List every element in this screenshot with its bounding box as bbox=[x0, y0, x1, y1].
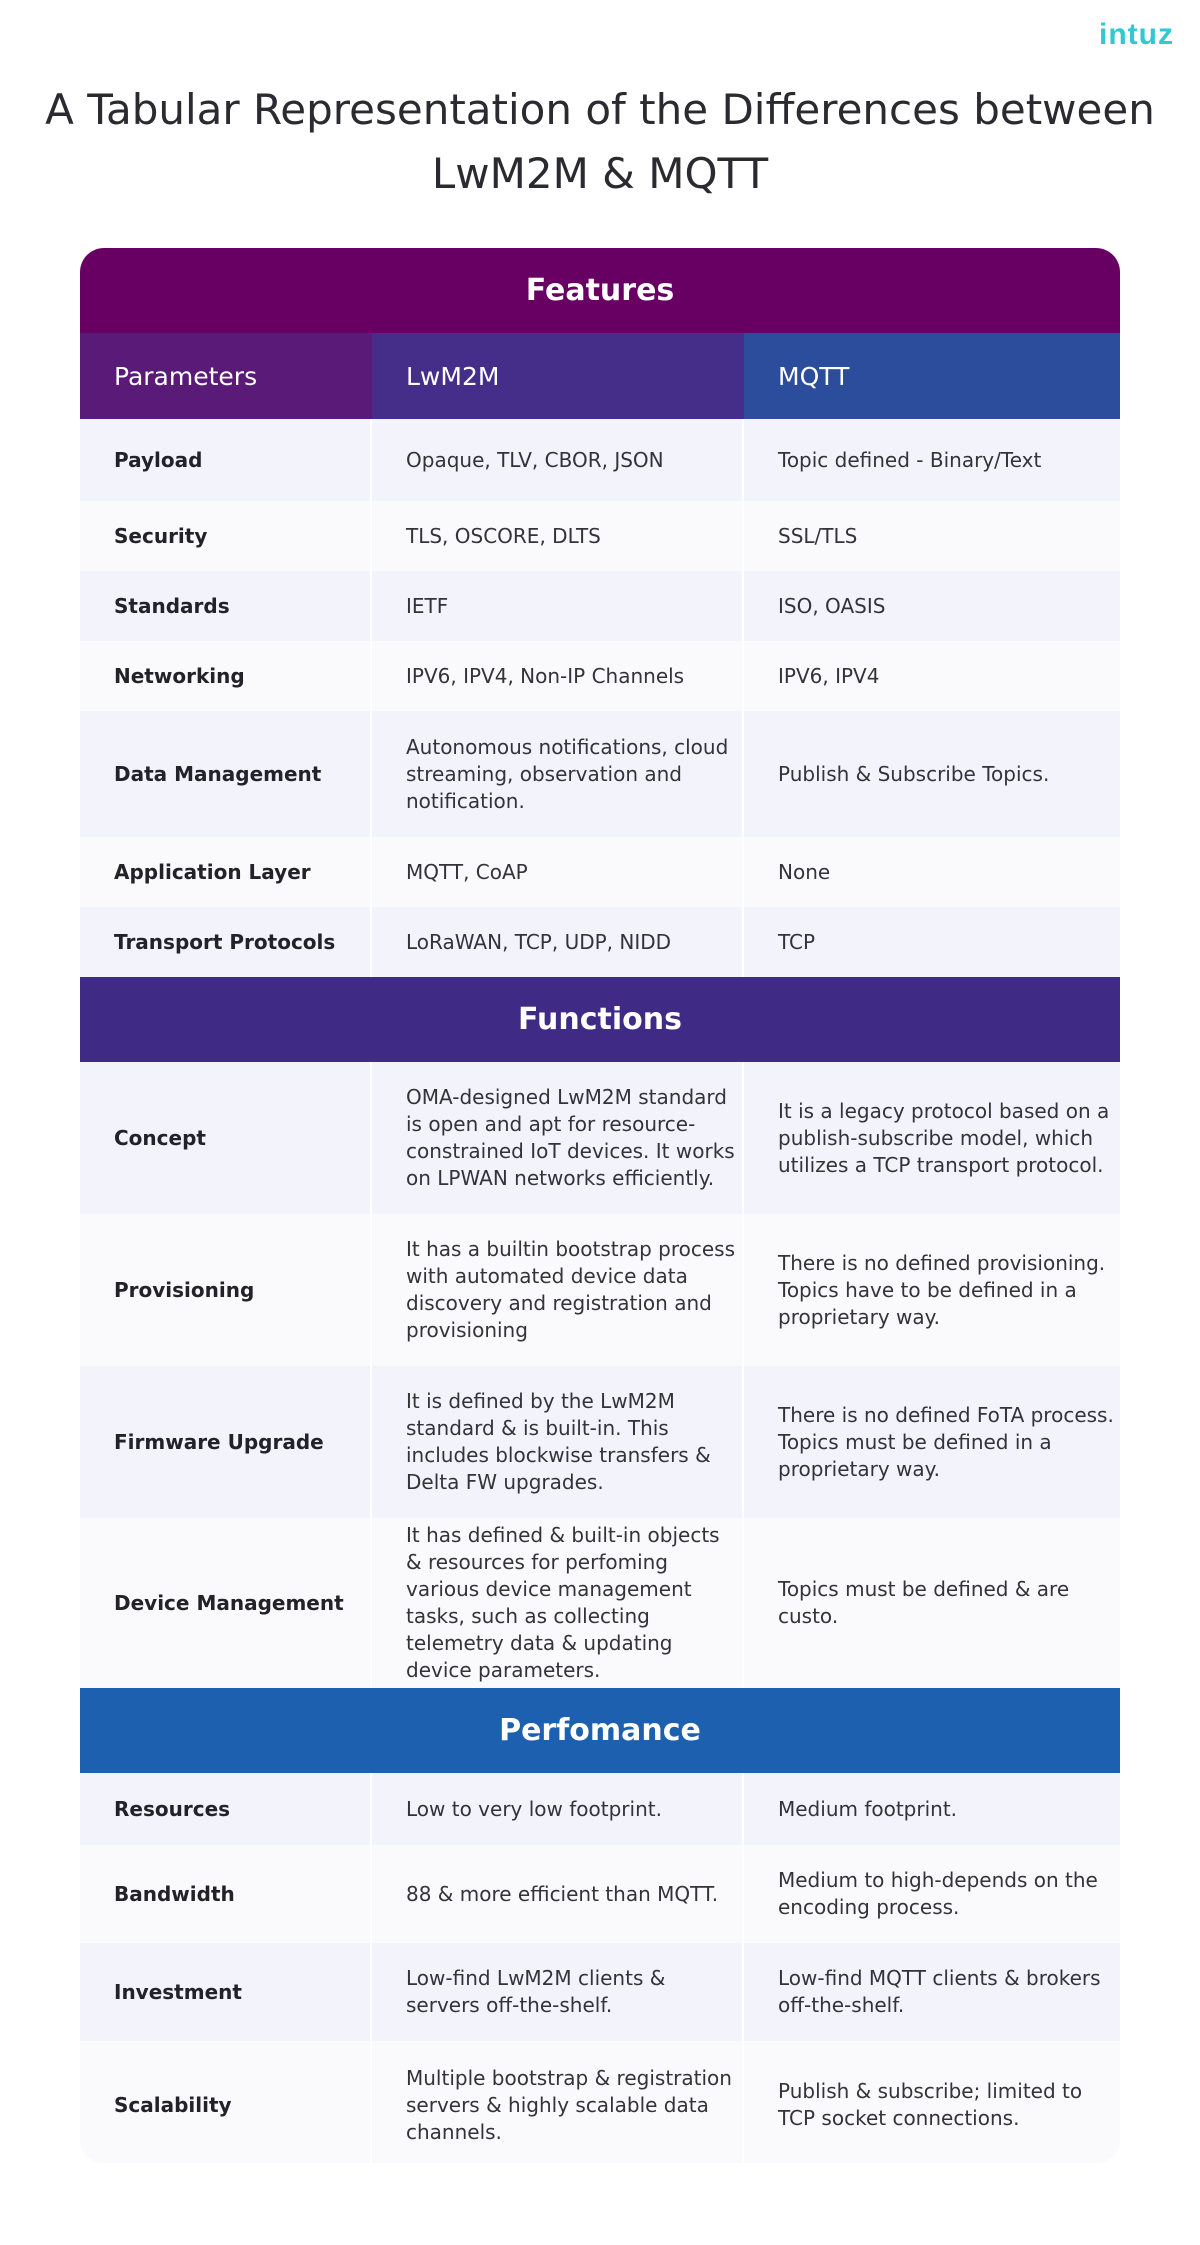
performance-rows bbox=[80, 1773, 1120, 2163]
intuz-logo: intuz bbox=[1099, 18, 1174, 51]
parameter-cell: Provisioning bbox=[80, 1214, 372, 1366]
table-row bbox=[80, 1366, 1120, 1518]
lwm2m-cell: IPV6, IPV4, Non-IP Channels bbox=[372, 641, 744, 711]
table-row bbox=[80, 2041, 1120, 2163]
mqtt-cell: Low-find MQTT clients & brokers off-the-shelf. bbox=[778, 1966, 1101, 2017]
parameter-cell: Resources bbox=[80, 1773, 372, 1845]
mqtt-cell: ISO, OASIS bbox=[778, 593, 886, 618]
lwm2m-cell: Multiple bootstrap & registration servers & highly scalable data channels. bbox=[372, 2041, 744, 2163]
mqtt-cell: It is a legacy protocol based on a publish-subscribe model, which utilizes a TCP transport protocol. bbox=[778, 1098, 1110, 1177]
title-line-2: LwM2M & MQTT bbox=[431, 149, 769, 198]
parameter-cell: Security bbox=[80, 501, 372, 571]
mqtt-cell: Topics must be defined & are custo. bbox=[778, 1577, 1070, 1628]
lwm2m-cell: 88 & more efficient than MQTT. bbox=[372, 1845, 744, 1943]
section-header-performance: Perfomance bbox=[80, 1688, 1120, 1773]
section-header-functions: Functions bbox=[80, 977, 1120, 1062]
page-title bbox=[40, 78, 1160, 206]
table-row bbox=[80, 501, 1120, 571]
lwm2m-cell: LoRaWAN, TCP, UDP, NIDD bbox=[372, 907, 744, 977]
section-header-features: Features bbox=[80, 248, 1120, 333]
mqtt-cell: IPV6, IPV4 bbox=[778, 663, 880, 688]
parameter-cell: Networking bbox=[80, 641, 372, 711]
column-header-mqtt: MQTT bbox=[744, 333, 1120, 419]
comparison-table bbox=[80, 248, 1120, 2163]
parameter-cell: Firmware Upgrade bbox=[80, 1366, 372, 1518]
table-row bbox=[80, 1518, 1120, 1688]
table-row bbox=[80, 1062, 1120, 1214]
lwm2m-cell: Low-find LwM2M clients & servers off-the-shelf. bbox=[372, 1943, 744, 2041]
parameter-cell: Transport Protocols bbox=[80, 907, 372, 977]
parameter-cell: Concept bbox=[80, 1062, 372, 1214]
mqtt-cell: Medium footprint. bbox=[778, 1796, 958, 1821]
table-row bbox=[80, 419, 1120, 501]
lwm2m-cell: OMA-designed LwM2M standard is open and apt for resource-constrained IoT devices. It works on LPWAN networks efficiently. bbox=[372, 1062, 744, 1214]
mqtt-cell: Medium to high-depends on the encoding process. bbox=[778, 1868, 1098, 1919]
table-row bbox=[80, 1943, 1120, 2041]
features-rows bbox=[80, 419, 1120, 977]
table-row bbox=[80, 711, 1120, 837]
mqtt-cell: Publish & subscribe; limited to TCP socket connections. bbox=[778, 2079, 1083, 2130]
parameter-cell: Device Management bbox=[80, 1518, 372, 1688]
table-row bbox=[80, 1214, 1120, 1366]
parameter-cell: Bandwidth bbox=[80, 1845, 372, 1943]
lwm2m-cell: Autonomous notifications, cloud streaming, observation and notification. bbox=[372, 711, 744, 837]
mqtt-cell: Publish & Subscribe Topics. bbox=[778, 761, 1050, 786]
lwm2m-cell: It has a builtin bootstrap process with automated device data discovery and registration and provisioning bbox=[372, 1214, 744, 1366]
parameter-cell: Scalability bbox=[80, 2041, 372, 2163]
table-row bbox=[80, 1773, 1120, 1845]
table-row bbox=[80, 571, 1120, 641]
parameter-cell: Standards bbox=[80, 571, 372, 641]
mqtt-cell: There is no defined provisioning. Topics have to be defined in a proprietary way. bbox=[778, 1250, 1106, 1329]
mqtt-cell: Topic defined - Binary/Text bbox=[778, 447, 1042, 472]
table-row bbox=[80, 907, 1120, 977]
parameter-cell: Application Layer bbox=[80, 837, 372, 907]
column-header-row bbox=[80, 333, 1120, 419]
table-row bbox=[80, 1845, 1120, 1943]
parameter-cell: Investment bbox=[80, 1943, 372, 2041]
functions-rows bbox=[80, 1062, 1120, 1688]
title-line-1: A Tabular Representation of the Differences between bbox=[45, 85, 1155, 134]
column-header-parameters: Parameters bbox=[80, 333, 372, 419]
mqtt-cell: There is no defined FoTA process. Topics must be defined in a proprietary way. bbox=[778, 1402, 1114, 1481]
parameter-cell: Data Management bbox=[80, 711, 372, 837]
table-row bbox=[80, 837, 1120, 907]
lwm2m-cell: It is defined by the LwM2M standard & is built-in. This includes blockwise transfers & Delta FW upgrades. bbox=[372, 1366, 744, 1518]
mqtt-cell: None bbox=[778, 859, 831, 884]
lwm2m-cell: IETF bbox=[372, 571, 744, 641]
parameter-cell: Payload bbox=[80, 419, 372, 501]
mqtt-cell: TCP bbox=[778, 929, 816, 954]
table-row bbox=[80, 641, 1120, 711]
lwm2m-cell: Low to very low footprint. bbox=[372, 1773, 744, 1845]
column-header-lwm2m: LwM2M bbox=[372, 333, 744, 419]
mqtt-cell: SSL/TLS bbox=[778, 523, 858, 548]
lwm2m-cell: Opaque, TLV, CBOR, JSON bbox=[372, 419, 744, 501]
lwm2m-cell: It has defined & built-in objects & resources for perfoming various device management tasks, such as collecting telemetry data & updating device parameters. bbox=[372, 1518, 744, 1688]
lwm2m-cell: MQTT, CoAP bbox=[372, 837, 744, 907]
lwm2m-cell: TLS, OSCORE, DLTS bbox=[372, 501, 744, 571]
